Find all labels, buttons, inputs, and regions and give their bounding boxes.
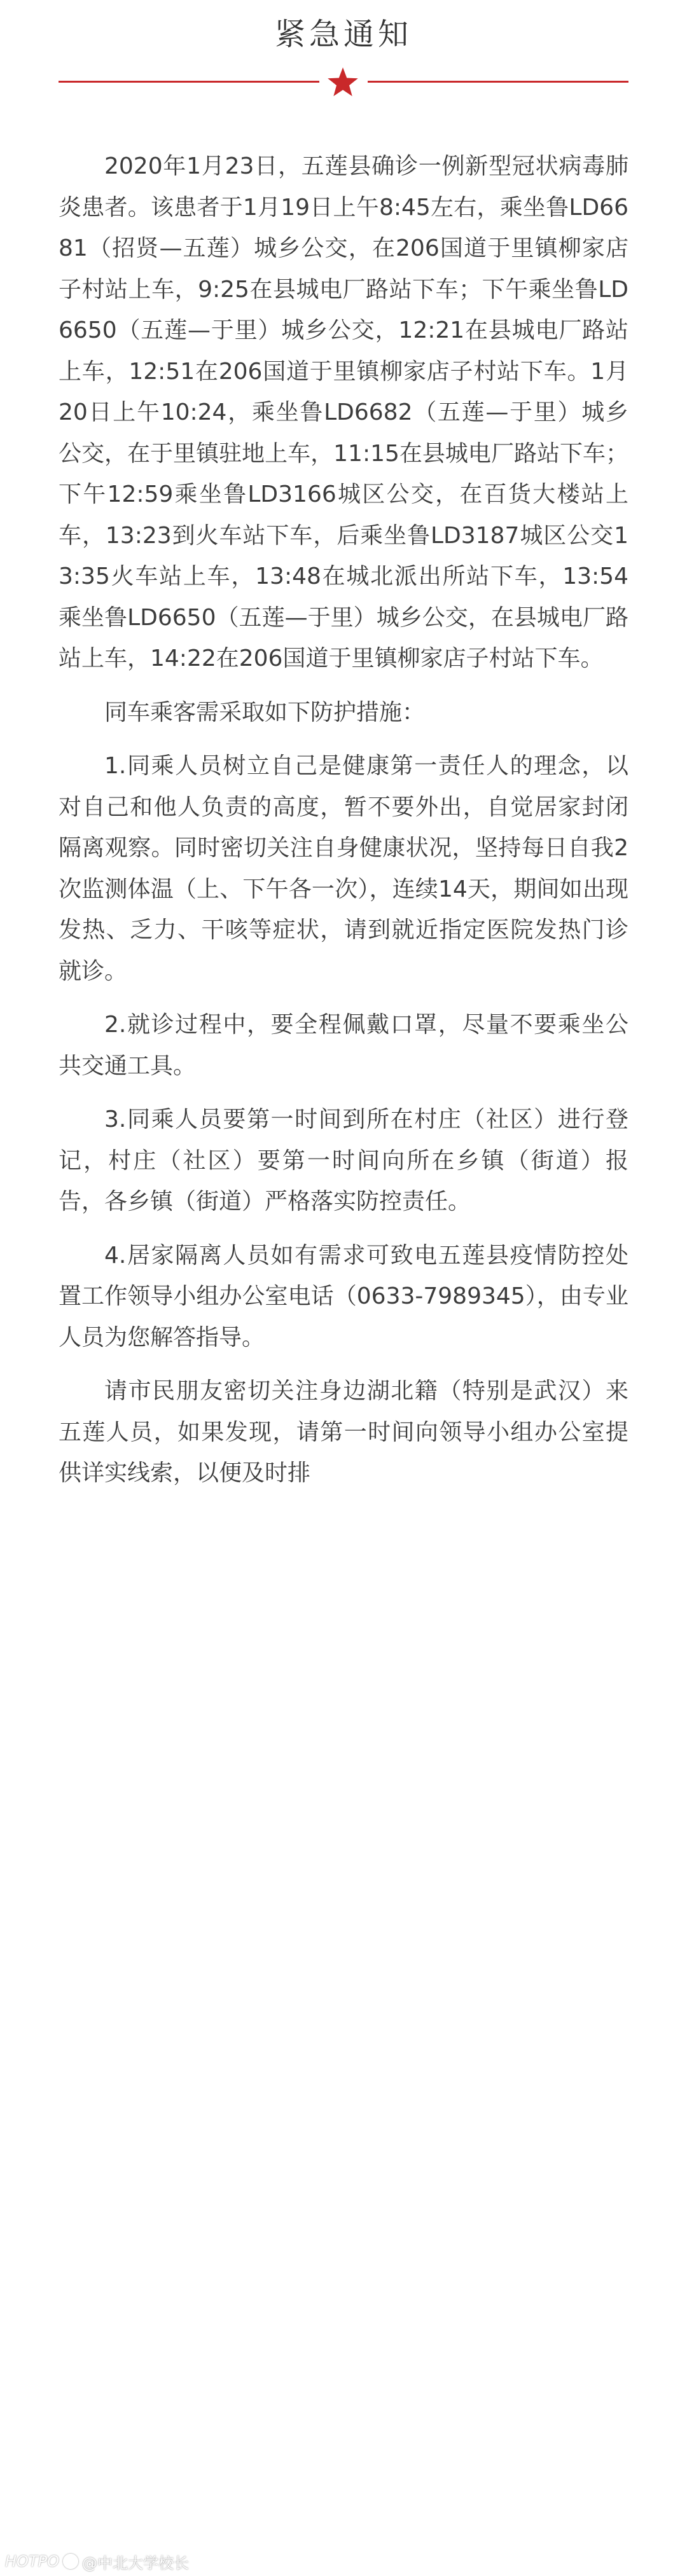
paragraph-measure-3: 3.同乘人员要第一时间到所在村庄（社区）进行登记，村庄（社区）要第一时间向所在乡镇（街道）报告，各乡镇（街道）严格落实防控责任。 xyxy=(59,1106,628,1215)
notice-title: 紧急通知 xyxy=(274,17,412,53)
star-icon xyxy=(326,66,359,98)
paragraph-measure-1: 1.同乘人员树立自己是健康第一责任人的理念，以对自己和他人负责的高度，暂不要外出，自觉居家封闭隔离观察。同时密切关注自身健康状况，坚持每日自我2次监测体温（上、下午各一次），连续14天，期间如出现发热、乏力、干咳等症状，请到就近指定医院发热门诊就诊。 xyxy=(59,753,628,984)
watermark-text: @中北大学校长 xyxy=(81,2554,189,2572)
title-divider-right xyxy=(368,81,628,83)
watermark-brand: HOTPO xyxy=(5,2552,59,2570)
paragraph-measure-4: 4.居家隔离人员如有需求可致电五莲县疫情防控处置工作领导小组办公室电话（0633-7989345），由专业人员为您解答指导。 xyxy=(59,1242,628,1351)
title-divider-left xyxy=(59,81,319,83)
watermark xyxy=(5,2551,189,2572)
notice-body xyxy=(59,146,628,1494)
paragraph-measure-2: 2.就诊过程中，要全程佩戴口罩，尽量不要乘坐公共交通工具。 xyxy=(59,1012,628,1079)
weibo-icon xyxy=(63,2554,78,2569)
paragraph-case-details: 2020年1月23日，五莲县确诊一例新型冠状病毒肺炎患者。该患者于1月19日上午8:45左右，乘坐鲁LD6681（招贤—五莲）城乡公交，在206国道于里镇柳家店子村站上车，9:25在县城电厂路站下车；下午乘坐鲁LD6650（五莲—于里）城乡公交，12:21在县城电厂路站上车，12:51在206国道于里镇柳家店子村站下车。1月20日上午10:24，乘坐鲁LD6682（五莲—于里）城乡公交，在于里镇驻地上车，11:15在县城电厂路站下车；下午12:59乘坐鲁LD3166城区公交，在百货大楼站上车，13:23到火车站下车，后乘坐鲁LD3187城区公交13:35火车站上车，13:48在城北派出所站下车，13:54乘坐鲁LD6650（五莲—于里）城乡公交，在县城电厂路站上车，14:22在206国道于里镇柳家店子村站下车。 xyxy=(59,153,628,672)
paragraph-appeal: 请市民朋友密切关注身边湖北籍（特别是武汉）来五莲人员，如果发现，请第一时间向领导小组办公室提供详实线索，以便及时排 xyxy=(59,1378,628,1486)
paragraph-measures-intro: 同车乘客需采取如下防护措施： xyxy=(104,699,426,726)
